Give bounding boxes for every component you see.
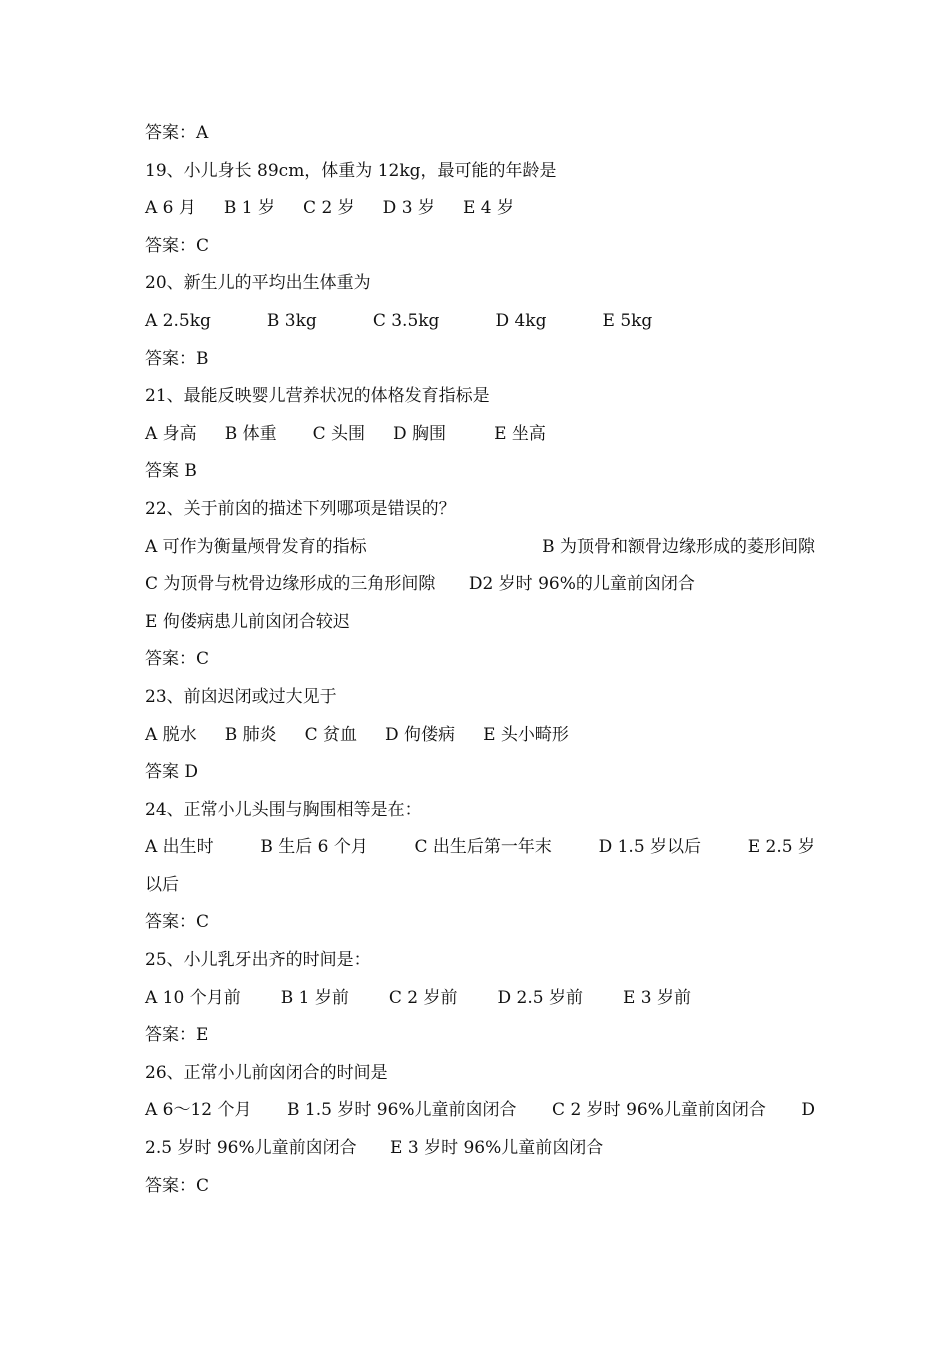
option-e: E 头小畸形 [483, 724, 569, 745]
option-b: B 体重 [224, 423, 277, 444]
answer-25: 答案：E [145, 1025, 209, 1046]
option-e: E 坐高 [494, 423, 546, 444]
option-e: E 3 岁时 96%儿童前囟闭合 [390, 1138, 604, 1159]
question-23: 23、前囟迟闭或过大见于 [145, 686, 337, 707]
question-26: 26、正常小儿前囟闭合的时间是 [145, 1062, 388, 1083]
option-e: E 佝偻病患儿前囟闭合较迟 [145, 611, 350, 632]
option-b: B 1.5 岁时 96%儿童前囟闭合 [287, 1100, 517, 1121]
options-26-row-1 [145, 1092, 815, 1130]
option-d: D 2.5 岁前 [497, 987, 583, 1008]
option-d: D 佝偻病 [385, 724, 456, 745]
answer-26: 答案：C [145, 1175, 210, 1196]
options-20 [145, 303, 815, 341]
option-c: C 2 岁前 [388, 987, 458, 1008]
option-c: C 出生后第一年末 [414, 837, 552, 858]
option-a: A 身高 [145, 423, 197, 444]
option-c: C 贫血 [304, 724, 358, 745]
option-a: A 可作为衡量颅骨发育的指标 [145, 536, 367, 557]
question-19: 19、小儿身长 89cm，体重为 12kg，最可能的年龄是 [145, 160, 557, 181]
option-b: B 1 岁前 [280, 987, 349, 1008]
option-b: B 1 岁 [223, 198, 276, 219]
question-21: 21、最能反映婴儿营养状况的体格发育指标是 [145, 386, 490, 407]
options-25 [145, 980, 815, 1018]
option-a: A 2.5kg [145, 310, 211, 331]
answer-20: 答案：B [145, 348, 209, 369]
option-a: A 6～12 个月 [145, 1100, 252, 1121]
options-23 [145, 717, 815, 755]
answer-line: 答案：A [145, 123, 209, 143]
options-21 [145, 416, 815, 454]
answer-21: 答案 B [145, 461, 197, 482]
options-22-row-2 [145, 566, 815, 604]
option-b: B 为顶骨和额骨边缘形成的菱形间隙 [542, 536, 815, 557]
option-a: A 出生时 [145, 837, 214, 858]
option-c: C 为顶骨与枕骨边缘形成的三角形间隙 [145, 574, 436, 595]
option-c: C 头围 [312, 423, 366, 444]
option-b: B 生后 6 个月 [260, 837, 368, 858]
option-e-continued: 以后 [145, 874, 179, 895]
option-c: C 2 岁时 96%儿童前囟闭合 [552, 1100, 766, 1121]
question-list [145, 115, 815, 1205]
option-d: D 1.5 岁以后 [598, 837, 702, 858]
option-d: D 4kg [495, 310, 547, 331]
answer-23: 答案 D [145, 762, 199, 783]
options-26-row-2 [145, 1130, 815, 1168]
question-25: 25、小儿乳牙出齐的时间是： [145, 950, 371, 971]
option-d: D2 岁时 96%的儿童前囟闭合 [468, 574, 695, 595]
options-19 [145, 190, 815, 228]
option-a: A 脱水 [145, 724, 197, 745]
answer-19: 答案：C [145, 235, 210, 256]
option-d: D 3 岁 [382, 198, 435, 219]
options-24-row-1 [145, 829, 815, 867]
question-22: 22、关于前囟的描述下列哪项是错误的？ [145, 498, 456, 519]
question-20: 20、新生儿的平均出生体重为 [145, 273, 371, 294]
option-c: C 3.5kg [372, 310, 440, 331]
options-22-row-1 [145, 529, 815, 567]
option-e: E 4 岁 [462, 198, 514, 219]
option-b: B 3kg [266, 310, 317, 331]
option-a: A 10 个月前 [145, 987, 241, 1008]
option-d: D [801, 1100, 815, 1121]
option-c: C 2 岁 [303, 198, 355, 219]
option-e: E 3 岁前 [622, 987, 692, 1008]
question-24: 24、正常小儿头围与胸围相等是在： [145, 799, 422, 820]
option-e: E 2.5 岁 [747, 837, 815, 858]
option-b: B 肺炎 [224, 724, 277, 745]
option-a: A 6 月 [145, 198, 196, 219]
option-e: E 5kg [602, 310, 653, 331]
option-d-continued: 2.5 岁时 96%儿童前囟闭合 [145, 1138, 357, 1159]
answer-22: 答案：C [145, 649, 210, 670]
answer-24: 答案：C [145, 912, 210, 933]
option-d: D 胸围 [393, 423, 447, 444]
